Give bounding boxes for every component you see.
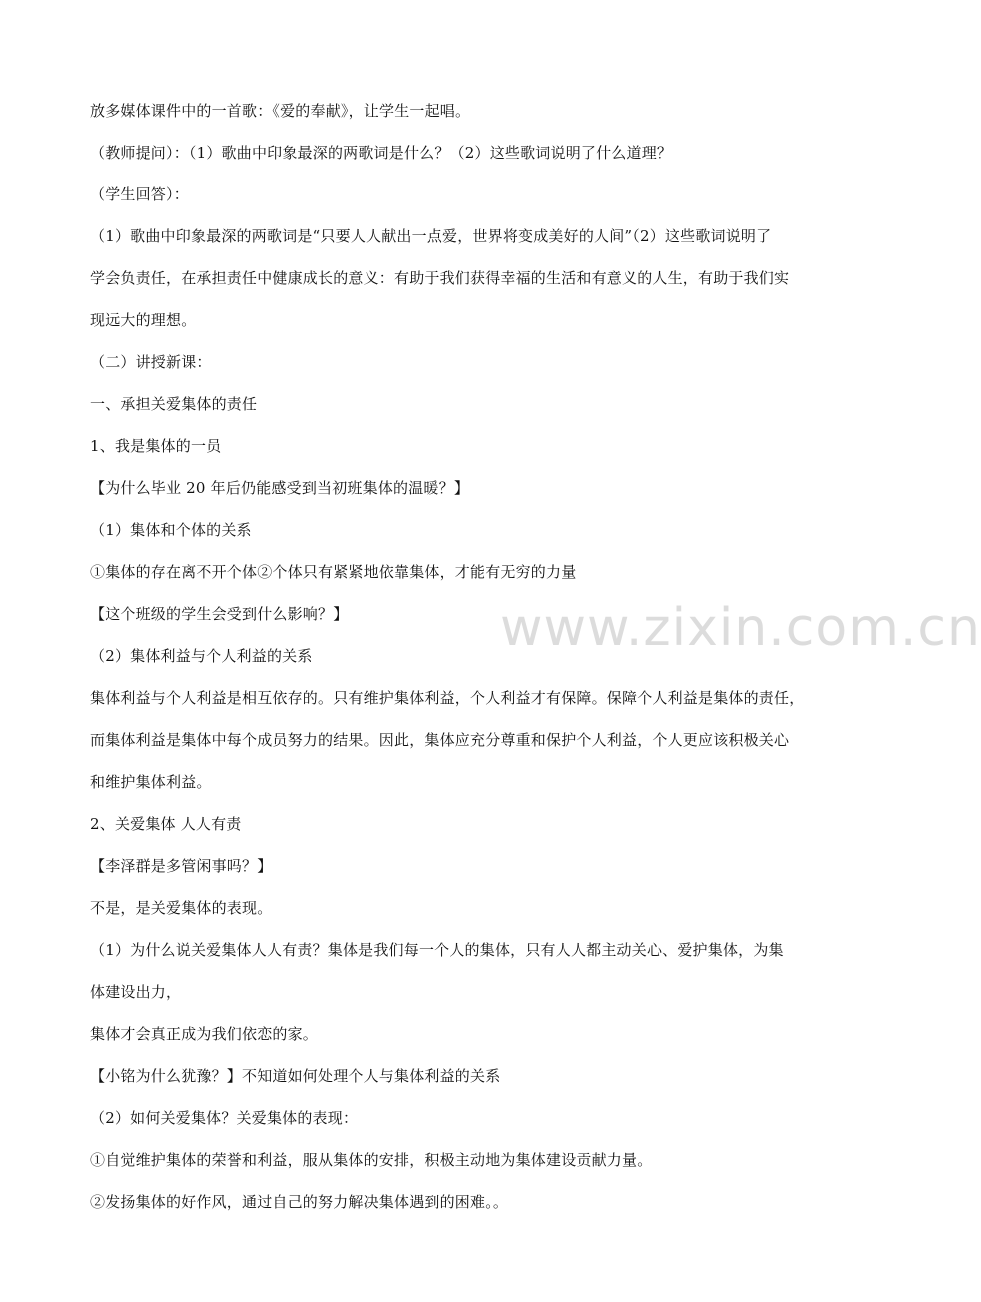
text-line: 不是，是关爱集体的表现。 <box>90 899 273 917</box>
text-line: ①自觉维护集体的荣誉和利益，服从集体的安排，积极主动地为集体建设贡献力量。 <box>90 1151 653 1169</box>
text-line: （1）为什么说关爱集体人人有责？集体是我们每一个人的集体，只有人人都主动关心、爱护集体，为集 <box>90 941 784 959</box>
subsection-heading: 2、关爱集体 人人有责 <box>90 815 242 833</box>
subsection-heading: 1、我是集体的一员 <box>90 437 222 455</box>
text-line: ②发扬集体的好作风，通过自己的努力解决集体遇到的困难。。 <box>90 1193 509 1211</box>
text-line: ①集体的存在离不开个体②个体只有紧紧地依靠集体，才能有无穷的力量 <box>90 563 577 581</box>
text-line: 学会负责任，在承担责任中健康成长的意义：有助于我们获得幸福的生活和有意义的人生，有助于我们实 <box>90 269 790 287</box>
text-line: （教师提问）：（1）歌曲中印象最深的两歌词是什么？（2）这些歌词说明了什么道理？ <box>90 144 673 162</box>
text-line: 而集体利益是集体中每个成员努力的结果。因此，集体应充分尊重和保护个人利益，个人更应该积极关心 <box>90 731 790 749</box>
text-line: （2）集体利益与个人利益的关系 <box>90 647 313 665</box>
section-heading: （二）讲授新课： <box>90 353 212 371</box>
text-line: （2）如何关爱集体？关爱集体的表现： <box>90 1109 359 1127</box>
question-line: 【李泽群是多管闲事吗？】 <box>90 857 273 875</box>
text-line: 集体利益与个人利益是相互依存的。只有维护集体利益，个人利益才有保障。保障个人利益是集体的责任， <box>90 689 805 707</box>
text-line: 体建设出力， <box>90 983 182 1001</box>
question-line: 【小铭为什么犹豫？】不知道如何处理个人与集体利益的关系 <box>90 1067 501 1085</box>
text-line: （1）歌曲中印象最深的两歌词是“只要人人献出一点爱，世界将变成美好的人间”（2）这些歌词说明了 <box>90 227 772 245</box>
text-line: 和维护集体利益。 <box>90 773 212 791</box>
text-line: 放多媒体课件中的一首歌：《爱的奉献》，让学生一起唱。 <box>90 102 471 120</box>
question-line: 【这个班级的学生会受到什么影响？】 <box>90 605 349 623</box>
text-line: 集体才会真正成为我们依恋的家。 <box>90 1025 319 1043</box>
section-heading: 一、承担关爱集体的责任 <box>90 395 258 413</box>
text-line: 现远大的理想。 <box>90 311 197 329</box>
watermark: www.zixin.com.cn <box>500 598 981 658</box>
text-line: （学生回答）： <box>90 185 189 203</box>
question-line: 【为什么毕业 20 年后仍能感受到当初班集体的温暖？】 <box>90 479 470 497</box>
text-line: （1）集体和个体的关系 <box>90 521 252 539</box>
